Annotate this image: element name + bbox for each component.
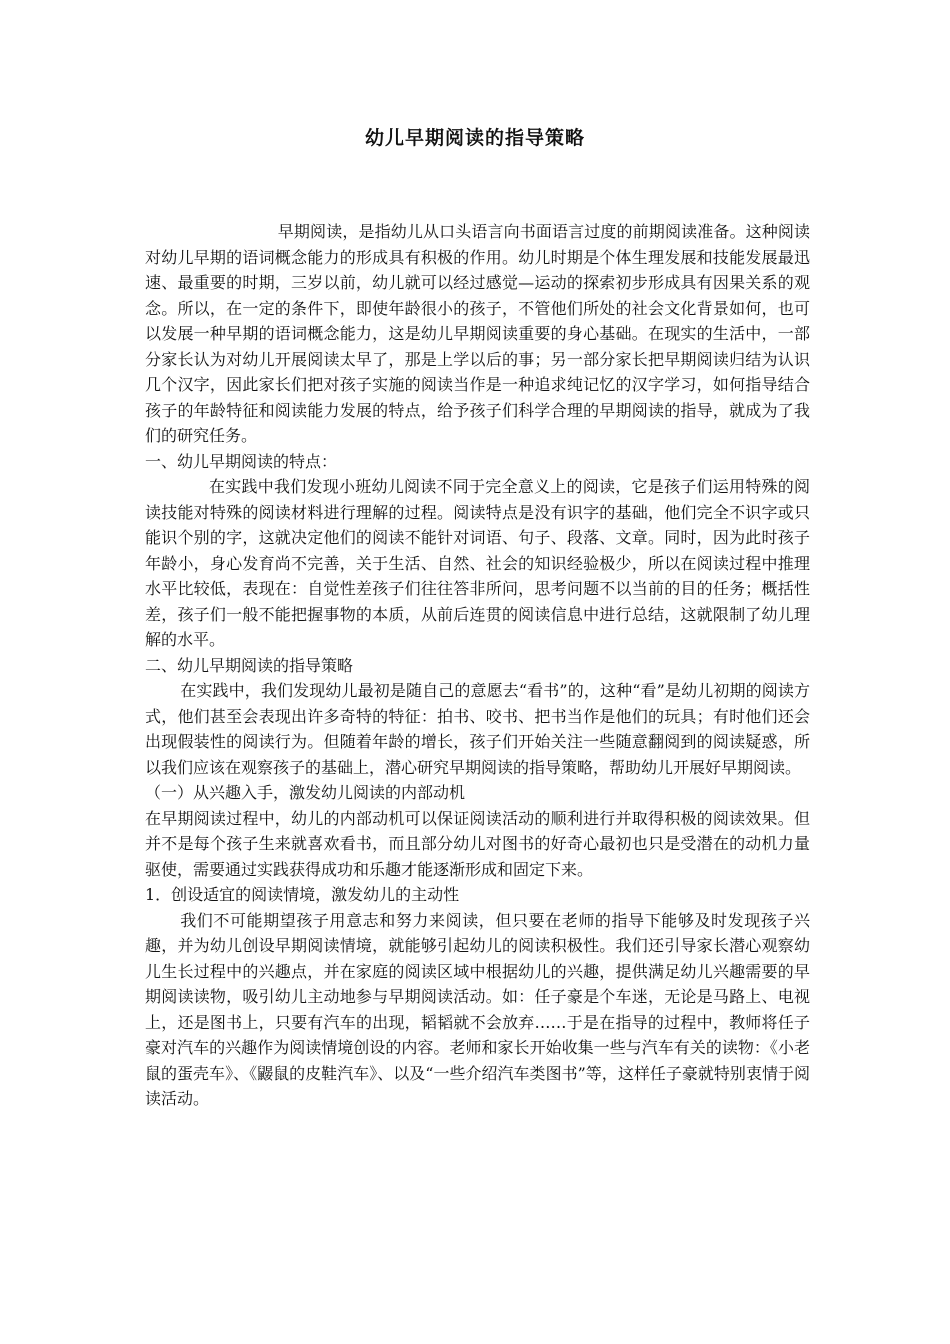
paragraph-intro: 早期阅读，是指幼儿从口头语言向书面语言过度的前期阅读准备。这种阅读对幼儿早期的语词概念能力的形成具有积极的作用。幼儿时期是个体生理发展和技能发展最迅速、最重要的时期，三岁以前，幼儿就可以经过感觉—运动的探索初步形成具有因果关系的观念。所以，在一定的条件下，即使年龄很小的孩子，不管他们所处的社会文化背景如何，也可以发展一种早期的语词概念能力，这是幼儿早期阅读重要的身心基础。在现实的生活中，一部分家长认为对幼儿开展阅读太早了，那是上学以后的事；另一部分家长把早期阅读归结为认识几个汉字，因此家长们把对孩子实施的阅读当作是一种追求纯记忆的汉字学习，如何指导结合孩子的年龄特征和阅读能力发展的特点，给予孩子们科学合理的早期阅读的指导，就成为了我们的研究任务。 <box>145 222 810 445</box>
section-heading-1: 一、幼儿早期阅读的特点： <box>145 451 338 471</box>
document-title: 幼儿早期阅读的指导策略 <box>364 127 585 149</box>
paragraph-strategies: 在实践中，我们发现幼儿最初是随自己的意愿去“看书”的，这种“看”是幼儿初期的阅读方式，他们甚至会表现出许多奇特的特征：拍书、咬书、把书当作是他们的玩具；有时他们还会出现假装性的阅读行为。但随着年龄的增长，孩子们开始关注一些随意翻阅到的阅读疑惑，所以我们应该在观察孩子的基础上，潜心研究早期阅读的指导策略，帮助幼儿开展好早期阅读。 <box>145 681 810 777</box>
item-heading-1: 1．创设适宜的阅读情境，激发幼儿的主动性 <box>145 885 460 904</box>
section-heading-2: 二、幼儿早期阅读的指导策略 <box>145 655 354 675</box>
document-body <box>145 219 810 1112</box>
subsection-heading-1: （一）从兴趣入手，激发幼儿阅读的内部动机 <box>145 783 466 802</box>
paragraph-characteristics: 在实践中我们发现小班幼儿阅读不同于完全意义上的阅读，它是孩子们运用特殊的阅读技能对特殊的阅读材料进行理解的过程。阅读特点是没有识字的基础，他们完全不识字或只能识个别的字，这就决定他们的阅读不能针对词语、句子、段落、文章。同时，因为此时孩子年龄小，身心发育尚不完善，关于生活、自然、社会的知识经验极少，所以在阅读过程中推理水平比较低，表现在：自觉性差孩子们往往答非所问，思考问题不以当前的目的任务；概括性差，孩子们一般不能把握事物的本质，从前后连贯的阅读信息中进行总结，这就限制了幼儿理解的水平。 <box>145 477 810 649</box>
paragraph-motivation: 在早期阅读过程中，幼儿的内部动机可以保证阅读活动的顺利进行并取得积极的阅读效果。但并不是每个孩子生来就喜欢看书，而且部分幼儿对图书的好奇心最初也只是受潜在的动机力量驱使，需要通过实践获得成功和乐趣才能逐渐形成和固定下来。 <box>145 808 810 879</box>
paragraph-situation: 我们不可能期望孩子用意志和努力来阅读，但只要在老师的指导下能够及时发现孩子兴趣，并为幼儿创设早期阅读情境，就能够引起幼儿的阅读积极性。我们还引导家长潜心观察幼儿生长过程中的兴趣点，并在家庭的阅读区域中根据幼儿的兴趣，提供满足幼儿兴趣需要的早期阅读读物，吸引幼儿主动地参与早期阅读活动。如：任子豪是个车迷，无论是马路上、电视上，还是图书上，只要有汽车的出现，韬韬就不会放弃……于是在指导的过程中，教师将任子豪对汽车的兴趣作为阅读情境创设的内容。老师和家长开始收集一些与汽车有关的读物：《小老鼠的蛋壳车》、《鼹鼠的皮鞋汽车》、以及“一些介绍汽车类图书”等，这样任子豪就特别衷情于阅读活动。 <box>145 910 810 1108</box>
